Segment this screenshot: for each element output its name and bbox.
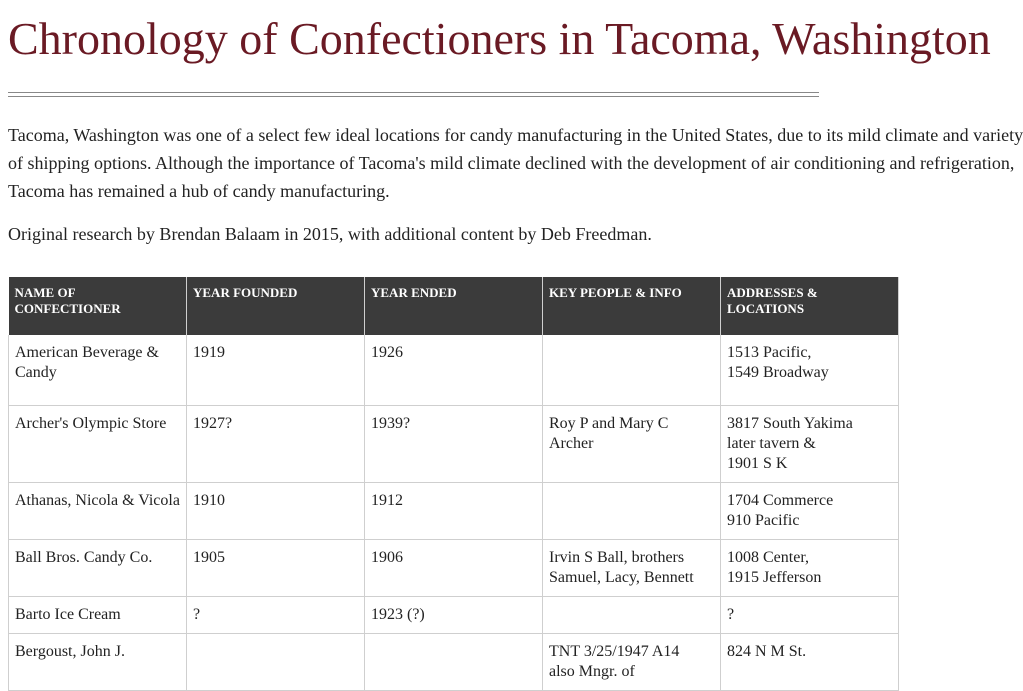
table-header-row (9, 277, 899, 335)
table-row (9, 335, 899, 406)
cell-ended: 1939? (365, 406, 543, 483)
header-key-people: KEY PEOPLE & INFO (543, 277, 721, 335)
address-line: 1704 Commerce (727, 492, 834, 509)
cell-founded: 1927? (187, 406, 365, 483)
people-line: Irvin S Ball, brothers (549, 549, 685, 566)
intro-line: Tacoma has remained a hub of candy manufacturing. (8, 181, 390, 201)
people-line: also Mngr. of (549, 663, 635, 680)
address-line: 1901 S K (727, 455, 788, 472)
table-row (9, 540, 899, 597)
cell-founded: ? (187, 597, 365, 634)
address-line: 3817 South Yakima (727, 415, 853, 432)
address-line: 824 N M St. (727, 643, 807, 660)
cell-name: Barto Ice Cream (9, 597, 187, 634)
cell-name: American Beverage & Candy (9, 335, 187, 406)
cell-people (543, 335, 721, 406)
cell-name: Bergoust, John J. (9, 634, 187, 691)
confectioners-table (8, 277, 899, 691)
cell-addresses (721, 540, 899, 597)
cell-founded (187, 634, 365, 691)
cell-ended: 1912 (365, 483, 543, 540)
people-line: Roy P and Mary C (549, 415, 669, 432)
intro-line: of shipping options. Although the importance of Tacoma's mild climate declined with the development of air conditioning and refrigeration, (8, 153, 1015, 173)
people-line: TNT 3/25/1947 A14 (549, 643, 680, 660)
cell-people (543, 634, 721, 691)
people-line: Archer (549, 435, 594, 452)
cell-name: Ball Bros. Candy Co. (9, 540, 187, 597)
address-line: 1915 Jefferson (727, 569, 822, 586)
intro-paragraph (8, 121, 1023, 205)
cell-founded: 1919 (187, 335, 365, 406)
page-title: Chronology of Confectioners in Tacoma, Washington (8, 13, 991, 64)
table-row (9, 406, 899, 483)
address-line: ? (727, 606, 735, 623)
cell-founded: 1910 (187, 483, 365, 540)
cell-people (543, 406, 721, 483)
intro-line: Tacoma, Washington was one of a select few ideal locations for candy manufacturing in the United States, due to its mild climate and variety (8, 125, 1023, 145)
cell-ended: 1923 (?) (365, 597, 543, 634)
table-row (9, 483, 899, 540)
cell-addresses (721, 634, 899, 691)
cell-addresses (721, 597, 899, 634)
table-row (9, 597, 899, 634)
cell-name: Athanas, Nicola & Vicola (9, 483, 187, 540)
address-line: 1008 Center, (727, 549, 810, 566)
header-year-ended: YEAR ENDED (365, 277, 543, 335)
header-name: NAME OF CONFECTIONER (9, 277, 187, 335)
cell-ended: 1906 (365, 540, 543, 597)
address-line: 910 Pacific (727, 512, 800, 529)
address-line: 1513 Pacific, (727, 344, 812, 361)
title-divider (8, 92, 819, 97)
address-line: later tavern & (727, 435, 816, 452)
table-row (9, 634, 899, 691)
cell-people (543, 597, 721, 634)
cell-addresses (721, 335, 899, 406)
header-year-founded: YEAR FOUNDED (187, 277, 365, 335)
cell-people (543, 483, 721, 540)
people-line: Samuel, Lacy, Bennett (549, 569, 694, 586)
cell-ended: 1926 (365, 335, 543, 406)
cell-addresses (721, 483, 899, 540)
cell-founded: 1905 (187, 540, 365, 597)
cell-addresses (721, 406, 899, 483)
cell-ended (365, 634, 543, 691)
header-addresses: ADDRESSES & LOCATIONS (721, 277, 899, 335)
credit-line: Original research by Brendan Balaam in 2015, with additional content by Deb Freedman. (8, 224, 652, 244)
address-line: 1549 Broadway (727, 364, 829, 381)
cell-people (543, 540, 721, 597)
cell-name: Archer's Olympic Store (9, 406, 187, 483)
